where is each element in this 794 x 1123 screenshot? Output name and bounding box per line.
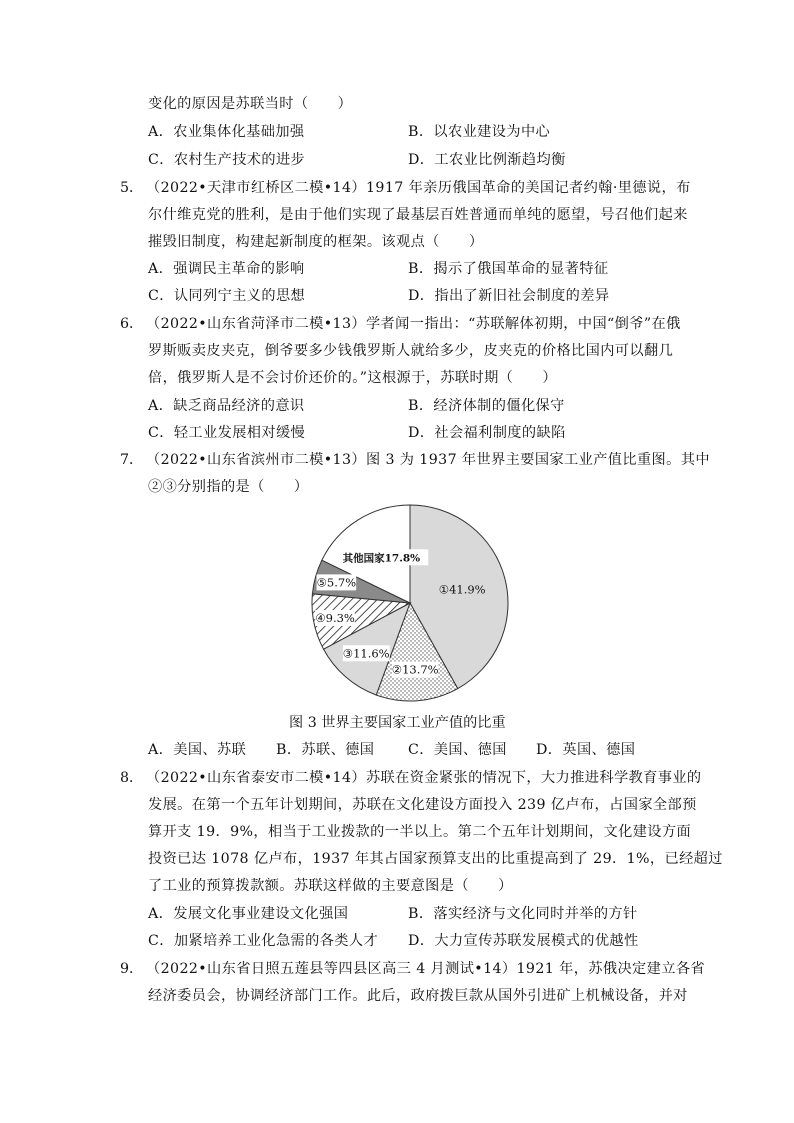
pie-label-1: ①41.9% (438, 582, 486, 597)
q5-option-c: C．认同列宁主义的思想 (148, 288, 306, 304)
industrial-output-pie-chart (300, 498, 520, 708)
q7-number: 7． (120, 452, 144, 468)
q4-option-a: A．农业集体化基础加强 (148, 124, 305, 140)
q7-option-a: A．美国、苏联 (148, 742, 247, 758)
q5-option-a: A．强调民主革命的影响 (148, 261, 305, 277)
q6-stem-line-1: （2022•山东省菏泽市二模•13）学者闻一指出：“苏联解体初期，中国“倒爷”在俄 (146, 316, 681, 332)
pie-label-4: ④9.3% (315, 611, 355, 625)
pie-label-3: ③11.6% (342, 646, 390, 661)
q9-number: 9． (120, 961, 144, 977)
q8-stem-line-1: （2022•山东省泰安市二模•14）苏联在资金紧张的情况下，大力推进科学教育事业的 (146, 770, 702, 786)
q7-option-c: C．美国、德国 (408, 742, 507, 758)
q6-option-a: A．缺乏商品经济的意识 (148, 398, 305, 414)
q9-stem-line-1: （2022•山东省日照五莲县等四县区高三 4 月测试•14）1921 年，苏俄决定建立各省 (146, 961, 705, 977)
q6-stem-line-2: 罗斯贩卖皮夹克，倒爷要多少钱俄罗斯人就给多少，皮夹克的价格比国内可以翻几 (148, 343, 674, 359)
q8-option-d: D．大力宣传苏联发展模式的优越性 (408, 933, 639, 949)
q5-option-d: D．指出了新旧社会制度的差异 (408, 288, 610, 304)
q6-option-c: C．轻工业发展相对缓慢 (148, 425, 306, 441)
q4-option-c: C．农村生产技术的进步 (148, 152, 306, 168)
q9-stem-line-2: 经济委员会，协调经济部门工作。此后，政府拨巨款从国外引进矿上机械设备，并对 (148, 988, 688, 1004)
pie-label-6: 其他国家17.8% (342, 552, 421, 565)
q5-stem-line-3: 摧毁旧制度，构建起新制度的框架。该观点（ ） (148, 234, 484, 250)
pie-label-5: ⑤5.7% (316, 575, 357, 590)
q6-stem-line-3: 倍，俄罗斯人是不会讨价还价的。”这根源于，苏联时期（ ） (148, 370, 558, 386)
pie-label-2: ②13.7% (391, 662, 439, 677)
q7-option-b: B．苏联、德国 (276, 742, 375, 758)
q4-option-d: D．工农业比例渐趋均衡 (408, 152, 566, 168)
q8-stem-line-2: 发展。在第一个五年计划期间，苏联在文化建设方面投入 239 亿卢布，占国家全部预 (148, 797, 697, 813)
q8-option-a: A．发展文化事业建设文化强国 (148, 906, 349, 922)
q8-number: 8． (120, 770, 144, 786)
q6-number: 6． (120, 316, 144, 332)
q4-stem-tail: 变化的原因是苏联当时（ ） (148, 96, 353, 112)
q6-option-d: D．社会福利制度的缺陷 (408, 425, 566, 441)
q5-stem-line-1: （2022•天津市红桥区二模•14）1917 年亲历俄国革命的美国记者约翰·里德说，布 (146, 180, 691, 196)
q8-stem-line-5: 了工业的预算拨款额。苏联这样做的主要意图是（ ） (148, 878, 513, 894)
q5-stem-line-2: 尔什维克党的胜利，是由于他们实现了最基层百姓普通而单纯的愿望，号召他们起来 (148, 207, 688, 223)
q7-stem-line-1: （2022•山东省滨州市二模•13）图 3 为 1937 年世界主要国家工业产值比重图。其中 (146, 452, 710, 468)
q7-option-d: D．英国、德国 (536, 742, 636, 758)
q4-option-b: B．以农业建设为中心 (408, 124, 551, 140)
q8-option-b: B．落实经济与文化同时并举的方针 (408, 906, 638, 922)
q8-stem-line-3: 算开支 19．9%，相当于工业拨款的一半以上。第二个五年计划期间，文化建设方面 (148, 824, 692, 840)
q6-option-b: B．经济体制的僵化保守 (408, 398, 565, 414)
q8-option-c: C．加紧培养工业化急需的各类人才 (148, 933, 379, 949)
figure-caption: 图 3 世界主要国家工业产值的比重 (289, 715, 506, 731)
q8-stem-line-4: 投资已达 1078 亿卢布，1937 年其占国家预算支出的比重提高到了 29．1%，已经超过 (148, 851, 723, 867)
q5-option-b: B．揭示了俄国革命的显著特征 (408, 261, 609, 277)
q5-number: 5． (120, 180, 144, 196)
q7-stem-line-2: ②③分别指的是（ ） (148, 479, 309, 495)
